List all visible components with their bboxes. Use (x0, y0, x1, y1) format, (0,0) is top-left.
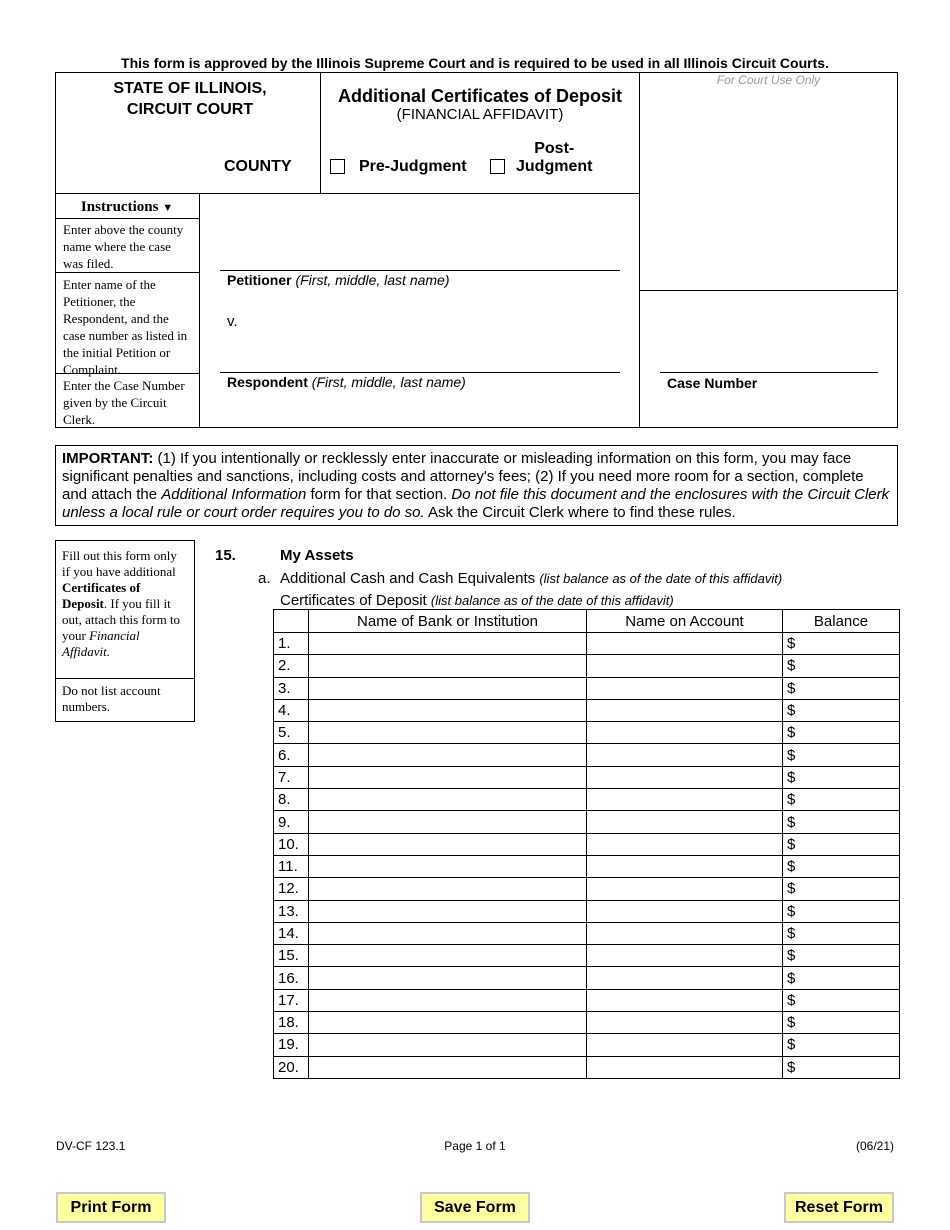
table-row (274, 1012, 900, 1034)
dollar-sign: $ (787, 902, 796, 920)
account-name-input[interactable] (587, 699, 783, 721)
dollar-sign: $ (787, 1014, 796, 1032)
account-name-input[interactable] (587, 967, 783, 989)
subsection-hint: (list balance as of the date of this affidavit) (539, 571, 783, 586)
dollar-sign: $ (787, 746, 796, 764)
dollar-sign: $ (787, 1058, 796, 1076)
account-name-input[interactable] (587, 833, 783, 855)
account-name-input[interactable] (587, 722, 783, 744)
balance-input[interactable] (783, 989, 900, 1011)
dollar-sign: $ (787, 679, 796, 697)
table-row (274, 744, 900, 766)
bank-name-input[interactable] (309, 744, 587, 766)
account-name-input[interactable] (587, 744, 783, 766)
important-italic: Do not file this document and the enclosures with the Circuit Clerk unless a local rule or court order requires you to do so. (62, 486, 890, 521)
account-name-input[interactable] (587, 1056, 783, 1078)
balance-input[interactable] (783, 699, 900, 721)
balance-input[interactable] (783, 722, 900, 744)
reset-form-button[interactable]: Reset Form (784, 1192, 894, 1223)
bank-name-input[interactable] (309, 766, 587, 788)
table-row (274, 945, 900, 967)
dollar-sign: $ (787, 858, 796, 876)
dollar-sign: $ (787, 791, 796, 809)
table-row (274, 922, 900, 944)
row-number: 2. (274, 655, 309, 677)
subsection-label: Additional Cash and Cash Equivalents (280, 570, 536, 587)
bank-name-input[interactable] (309, 655, 587, 677)
note-text: Fill out this form only if you have additional (62, 548, 177, 579)
bank-name-input[interactable] (309, 789, 587, 811)
versus-label: v. (227, 313, 238, 330)
case-number-label: Case Number (667, 375, 758, 391)
table-row (274, 1056, 900, 1078)
balance-input[interactable] (783, 967, 900, 989)
account-name-input[interactable] (587, 1012, 783, 1034)
account-name-input[interactable] (587, 1034, 783, 1056)
respondent-label (227, 374, 466, 390)
dollar-sign: $ (787, 1036, 796, 1054)
account-name-input[interactable] (587, 655, 783, 677)
balance-input[interactable] (783, 1034, 900, 1056)
pre-judgment-label: Pre-Judgment (359, 158, 467, 175)
balance-input[interactable] (783, 855, 900, 877)
balance-input[interactable] (783, 789, 900, 811)
account-name-input[interactable] (587, 878, 783, 900)
side-note (55, 540, 195, 722)
table-row (274, 989, 900, 1011)
row-number: 8. (274, 789, 309, 811)
important-text: form for that section. (306, 486, 452, 503)
bank-name-input[interactable] (309, 900, 587, 922)
balance-input[interactable] (783, 655, 900, 677)
row-number: 16. (274, 967, 309, 989)
print-form-button[interactable]: Print Form (56, 1192, 166, 1223)
side-note-fill (56, 541, 194, 679)
case-number-field[interactable] (660, 372, 878, 373)
dollar-sign: $ (787, 768, 796, 786)
balance-input[interactable] (783, 878, 900, 900)
pre-judgment-checkbox[interactable] (330, 159, 345, 174)
bank-name-input[interactable] (309, 677, 587, 699)
note-italic: Financial Affidavit. (62, 628, 140, 659)
account-name-input[interactable] (587, 989, 783, 1011)
dollar-sign: $ (787, 835, 796, 853)
row-number: 11. (274, 855, 309, 877)
row-number: 20. (274, 1056, 309, 1078)
balance-input[interactable] (783, 900, 900, 922)
table-row (274, 633, 900, 655)
instructions-label: Instructions (80, 199, 159, 215)
row-number: 4. (274, 699, 309, 721)
save-form-button[interactable]: Save Form (420, 1192, 530, 1223)
table-row (274, 722, 900, 744)
account-name-input[interactable] (587, 789, 783, 811)
section-title: My Assets (280, 547, 354, 564)
bank-name-input[interactable] (309, 699, 587, 721)
table-row (274, 789, 900, 811)
dollar-sign: $ (787, 813, 796, 831)
table-row (274, 655, 900, 677)
judgment-label: Judgment (516, 158, 593, 175)
row-number: 5. (274, 722, 309, 744)
bank-name-input[interactable] (309, 1034, 587, 1056)
court-use-label: For Court Use Only (716, 73, 821, 87)
court-label: CIRCUIT COURT (126, 101, 254, 118)
instructions-heading (55, 199, 199, 216)
bank-name-input[interactable] (309, 1056, 587, 1078)
account-name-input[interactable] (587, 945, 783, 967)
bank-name-input[interactable] (309, 922, 587, 944)
note-bold: Certificates of Deposit (62, 580, 141, 611)
dollar-sign: $ (787, 925, 796, 942)
balance-input[interactable] (783, 833, 900, 855)
row-number: 14. (274, 922, 309, 944)
cd-label: Certificates of Deposit (280, 592, 427, 609)
instruction-parties: Enter name of the Petitioner, the Respondent, and the case number as listed in the initial Petition or Complaint. (63, 277, 188, 377)
dollar-sign: $ (787, 947, 796, 965)
row-number: 18. (274, 1012, 309, 1034)
form-date: (06/21) (855, 1139, 894, 1153)
account-name-input[interactable] (587, 855, 783, 877)
respondent-field[interactable] (220, 372, 620, 373)
instruction-county: Enter above the county name where the case was filed. (63, 222, 184, 271)
table-row (274, 811, 900, 833)
bank-name-input[interactable] (309, 945, 587, 967)
dollar-sign: $ (787, 969, 796, 987)
balance-input[interactable] (783, 744, 900, 766)
balance-input[interactable] (783, 922, 900, 944)
row-number: 13. (274, 900, 309, 922)
important-label: IMPORTANT: (62, 450, 154, 467)
table-row (274, 900, 900, 922)
petitioner-label (227, 272, 450, 288)
dollar-sign: $ (787, 635, 796, 653)
row-number: 19. (274, 1034, 309, 1056)
state-label: STATE OF ILLINOIS, (113, 80, 267, 97)
important-italic: Additional Information (161, 486, 307, 503)
balance-input[interactable] (783, 945, 900, 967)
bank-name-input[interactable] (309, 811, 587, 833)
form-title: Additional Certificates of Deposit (337, 86, 623, 106)
row-number: 9. (274, 811, 309, 833)
table-row (274, 1034, 900, 1056)
table-row (274, 677, 900, 699)
cd-hint: (list balance as of the date of this affidavit) (430, 593, 674, 608)
respondent-hint: (First, middle, last name) (311, 374, 466, 390)
row-number: 15. (274, 945, 309, 967)
respondent-title: Respondent (227, 374, 308, 390)
account-name-input[interactable] (587, 811, 783, 833)
dollar-sign: $ (787, 702, 796, 720)
certificates-table (273, 609, 900, 1079)
caret-down-icon: ▼ (162, 202, 174, 214)
balance-input[interactable] (783, 633, 900, 655)
form-id: DV-CF 123.1 (56, 1139, 126, 1153)
row-number: 12. (274, 878, 309, 900)
pre-judgment-option[interactable] (330, 158, 467, 176)
col-balance: Balance (783, 610, 900, 633)
important-notice (55, 445, 898, 526)
dollar-sign: $ (787, 880, 796, 898)
petitioner-field[interactable] (220, 270, 620, 271)
page-number: Page 1 of 1 (444, 1139, 506, 1153)
balance-input[interactable] (783, 766, 900, 788)
bank-name-input[interactable] (309, 722, 587, 744)
court-name (55, 78, 325, 120)
account-name-input[interactable] (587, 766, 783, 788)
post-judgment-checkbox[interactable] (490, 159, 505, 174)
account-name-input[interactable] (587, 633, 783, 655)
table-row (274, 967, 900, 989)
bank-name-input[interactable] (309, 633, 587, 655)
table-row (274, 833, 900, 855)
account-name-input[interactable] (587, 900, 783, 922)
cd-title (280, 592, 674, 609)
instruction-case-number: Enter the Case Number given by the Circuit Clerk. (63, 378, 185, 427)
subsection-title (280, 570, 782, 587)
row-number: 3. (274, 677, 309, 699)
account-name-input[interactable] (587, 677, 783, 699)
important-text: (1) If you intentionally or recklessly enter inaccurate or misleading information on this form, you may face significant penalties and sanctions, including costs and attorney's fees; (2) If you need more room for a section, complete and attach the (62, 450, 864, 503)
balance-input[interactable] (783, 677, 900, 699)
section-number: 15. (215, 547, 236, 564)
post-label: Post- (534, 140, 575, 157)
bank-name-input[interactable] (309, 833, 587, 855)
row-number: 7. (274, 766, 309, 788)
col-bank: Name of Bank or Institution (309, 610, 587, 633)
balance-input[interactable] (783, 1012, 900, 1034)
dollar-sign: $ (787, 991, 796, 1009)
petitioner-hint: (First, middle, last name) (295, 272, 450, 288)
post-judgment-label (516, 140, 592, 176)
dollar-sign: $ (787, 657, 796, 675)
note-text: . If you fill it out, attach this form to your (62, 596, 181, 643)
table-row (274, 699, 900, 721)
post-judgment-checkbox-wrap[interactable] (490, 158, 519, 176)
approval-notice: This form is approved by the Illinois Supreme Court and is required to be used in all Illinois Circuit Courts. (121, 55, 829, 71)
row-number: 1. (274, 633, 309, 655)
table-row (274, 878, 900, 900)
dollar-sign: $ (787, 724, 796, 742)
row-number: 17. (274, 989, 309, 1011)
row-number: 6. (274, 744, 309, 766)
balance-input[interactable] (783, 811, 900, 833)
bank-name-input[interactable] (309, 1012, 587, 1034)
bank-name-input[interactable] (309, 967, 587, 989)
col-account-name: Name on Account (587, 610, 783, 633)
bank-name-input[interactable] (309, 855, 587, 877)
table-row (274, 855, 900, 877)
form-subtitle: (FINANCIAL AFFIDAVIT) (396, 106, 564, 123)
table-row (274, 766, 900, 788)
important-text: Ask the Circuit Clerk where to find these rules. (424, 504, 736, 521)
account-name-input[interactable] (587, 922, 783, 944)
bank-name-input[interactable] (309, 989, 587, 1011)
row-number: 10. (274, 833, 309, 855)
col-number (274, 610, 309, 633)
county-label: COUNTY (224, 158, 292, 175)
petitioner-title: Petitioner (227, 272, 292, 288)
side-note-account: Do not list account numbers. (62, 683, 161, 714)
bank-name-input[interactable] (309, 878, 587, 900)
subsection-letter: a. (258, 570, 271, 587)
balance-input[interactable] (783, 1056, 900, 1078)
